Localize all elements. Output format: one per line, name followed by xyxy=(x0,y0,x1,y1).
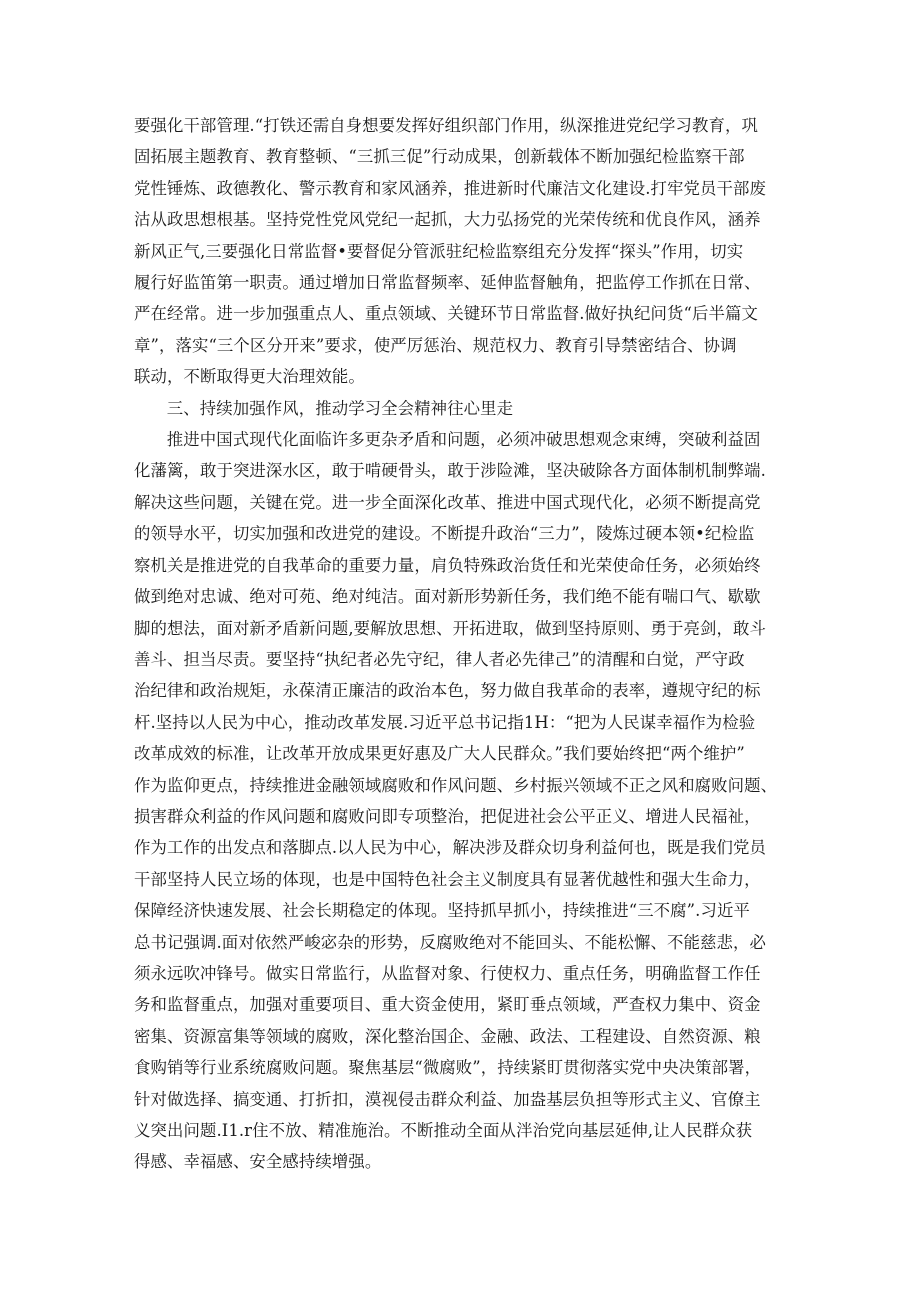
paragraph-strengthen-cadre-management xyxy=(134,110,790,393)
text-line: 沽从政思想根基。坚持党性党风党纪一起抓，大力弘扬党的光荣传统和优良作风，涵养 xyxy=(134,210,761,230)
document-body xyxy=(134,110,790,1178)
text-line: 脚的想法，面对新矛盾新问题,要解放思想、开拓进取，做到坚持原则、勇于亮剑，敢斗 xyxy=(134,618,766,638)
text-line: 密集、资源富集等领域的腐败，深化整治国企、金融、政法、工程建设、自然资源、粮 xyxy=(134,1026,761,1046)
text-line: 新风正气,三要强化日常监督•要督促分管派驻纪检监察组充分发挥“探头”作用，切实 xyxy=(134,241,744,261)
text-line: 作为工作的出发点和落脚点.以人民为中心，解决涉及群众切身利益何也，既是我们党员 xyxy=(134,838,766,858)
text-line: 解决这些问题，关键在党。进一步全面深化改革、推进中国式现代化，必须不断提高党 xyxy=(134,492,761,512)
text-line: 治纪律和政治规矩，永葆清正廉洁的政治本色，努力做自我革命的表率，遵规守纪的标 xyxy=(134,681,761,701)
text-line: 化藩篱，敢于突进深水区，敢于啃硬骨头，敢于涉险滩，坚决破除各方面体制机制弊端. xyxy=(134,461,766,481)
text-line: 党性锤炼、政德教化、警示教育和家风涵养，推进新时代廉洁文化建设.打牢党员干部废 xyxy=(134,178,766,198)
text-line: 察机关是推进党的自我革命的重要力量，肩负特殊政治货任和光荣使命任务，必须始终 xyxy=(134,555,761,575)
text-line: 联动，不断取得更大治理效能。 xyxy=(134,367,365,387)
text-line: 做到绝对忠诚、绝对可苑、绝对纯洁。面对新形势新任务，我们绝不能有喘口气、歇歇 xyxy=(134,587,761,607)
text-line: 须永远吹冲锋号。做实日常监行，从监督对象、行使权力、重点任务，明确监督工作任 xyxy=(134,963,761,983)
text-line: 改革成效的标准，让改革开放成果更好惠及广大人民群众。”我们要始终把“两个维护” xyxy=(134,744,745,764)
text-line: 善斗、担当尽责。要坚持“执纪者必先守纪，律人者必先律己”的清醒和白觉，严守政 xyxy=(134,649,745,669)
text-line: 要强化干部管理.“打铁还需自身想要发挥好组织部门作用，纵深推进党纪学习教育，巩 xyxy=(134,116,758,135)
text-line: 固拓展主题教育、教育整顿、“三抓三促”行动成果，创新载体不断加强纪检监察干部 xyxy=(134,147,745,167)
text-line: 务和监督重点，加强对重要项目、重大资金使用，紧盯垂点领域，严查权力集中、资金 xyxy=(134,995,761,1015)
section-heading-three: 三、持续加强作风，推动学习全会精神往心里走 xyxy=(166,398,514,418)
paragraph-modernization xyxy=(134,424,790,1178)
text-line: 章”，落实“三个区分开来”要求，使严厉惩治、规范权力、教育引导禁密结合、协调 xyxy=(134,335,737,355)
text-line: 得感、幸福感、安全感持续增强。 xyxy=(134,1152,382,1172)
text-line: 干部坚持人民立场的体现，也是中国特色社会主义制度具有显著优越性和强大生命力， xyxy=(134,869,761,889)
text-line: 杆.坚持以人民为中心，推动改革发展.习近平总书记指1H：“把为人民谋幸福作为检验 xyxy=(134,712,756,732)
text-line: 作为监仰更点，持续推进金融领域腐败和作风问题、乡村振兴领域不正之风和腐败问题、 xyxy=(134,775,778,795)
text-line: 针对做选择、搞变通、打折扣，漠视侵击群众利益、加盎基层负担等形式主义、官僚主 xyxy=(134,1089,761,1109)
text-line: 严在经常。进一步加强重点人、重点领域、关键环节日常监督.做好执纪问货“后半篇文 xyxy=(134,304,758,324)
text-line: 保障经济快速发展、社会长期稳定的体现。坚持抓早抓小，持续推进“三不腐”.习近平 xyxy=(134,901,750,921)
text-line: 的领导水平，切实加强和改进党的建设。不断提升政治“三力”，陵炼过硬本领•纪检监 xyxy=(134,524,755,544)
text-line: 义突出问题.I1.r住不放、精准施治。不断推动全面从泮治党向基层延伸,让人民群众获 xyxy=(134,1121,753,1140)
text-line: 总书记强调.面对依然严峻宓杂的形势，反腐败绝对不能回头、不能松懈、不能慈悲，必 xyxy=(134,932,766,952)
text-line: 损害群众利益的作风问题和腐败问即专项整治，把促进社会公平正义、增进人民福祉， xyxy=(134,806,761,826)
text-line: 推进中国式现代化面临许多更杂矛盾和问题，必须冲破思想观念束缚，突破利益固 xyxy=(166,430,761,450)
text-line: 食购销等行业系统腐败问题。聚焦基层“微腐败”，持续紧盯贯彻落实党中央决策部署， xyxy=(134,1058,762,1078)
text-line: 履行好监笛第一职责。通过增加日常监督频率、延伸监督触角，把监停工作抓在日常、 xyxy=(134,273,761,293)
